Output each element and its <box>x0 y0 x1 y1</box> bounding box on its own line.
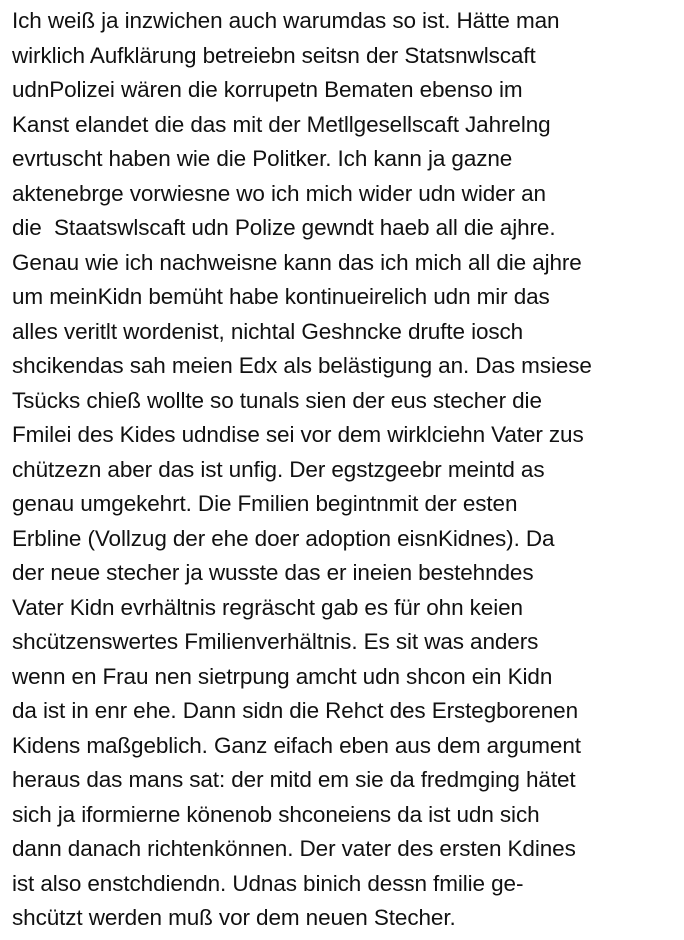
text-line: chützezn aber das ist unfig. Der egstzgeebr meintd as <box>12 456 545 482</box>
text-line: shcikendas sah meien Edx als belästigung an. Das msiese <box>12 353 592 378</box>
text-line: heraus das mans sat: der mitd em sie da fredmging hätet <box>12 767 576 792</box>
text-line: sich ja iformierne könenob shconeiens da ist udn sich <box>12 801 540 827</box>
text-line: genau umgekehrt. Die Fmilien begintnmit der esten <box>12 491 518 516</box>
text-line: udnPolizei wären die korrupetn Bematen ebenso im <box>12 77 523 102</box>
text-line: shcützt werden muß vor dem neuen Stecher. <box>12 905 456 930</box>
text-line: Genau wie ich nachweisne kann das ich mich all die ajhre <box>12 249 582 275</box>
text-line: Kidens maßgeblich. Ganz eifach eben aus dem argument <box>12 732 581 758</box>
text-line: evrtuscht haben wie die Politker. Ich kann ja gazne <box>12 146 513 171</box>
text-line: shcützenswertes Fmilienverhältnis. Es sit was anders <box>12 629 539 654</box>
text-line: ist also enstchdiendn. Udnas binich dessn fmilie ge- <box>12 870 524 896</box>
text-line: um meinKidn bemüht habe kontinueirelich udn mir das <box>12 284 550 309</box>
text-line: Kanst elandet die das mit der Metllgesellscaft Jahrelng <box>12 111 551 137</box>
text-line: Vater Kidn evrhältnis regräscht gab es für ohn keien <box>12 594 523 620</box>
text-line: alles veritlt wordenist, nichtal Geshncke drufte iosch <box>12 318 524 344</box>
text-line: der neue stecher ja wusste das er ineien bestehndes <box>12 560 534 585</box>
text-line: aktenebrge vorwiesne wo ich mich wider udn wider an <box>12 180 546 206</box>
text-line: die Staatswlscaft udn Polize gewndt haeb all die ajhre. <box>12 215 556 240</box>
text-line: wirklich Aufklärung betreiebn seitsn der Statsnwlscaft <box>12 42 536 68</box>
text-line: wenn en Frau nen sietrpung amcht udn shcon ein Kidn <box>12 663 553 689</box>
text-line: Fmilei des Kides udndise sei vor dem wirklciehn Vater zus <box>12 422 584 447</box>
text-line: dann danach richtenkönnen. Der vater des ersten Kdines <box>12 836 576 861</box>
text-line: da ist in enr ehe. Dann sidn die Rehct des Erstegborenen <box>12 698 579 723</box>
text-line: Erbline (Vollzug der ehe doer adoption eisnKidnes). Da <box>12 525 555 551</box>
body-text <box>12 4 682 936</box>
text-line: Tsücks chieß wollte so tunals sien der eus stecher die <box>12 387 542 413</box>
text-line: Ich weiß ja inzwichen auch warumdas so ist. Hätte man <box>12 8 560 33</box>
